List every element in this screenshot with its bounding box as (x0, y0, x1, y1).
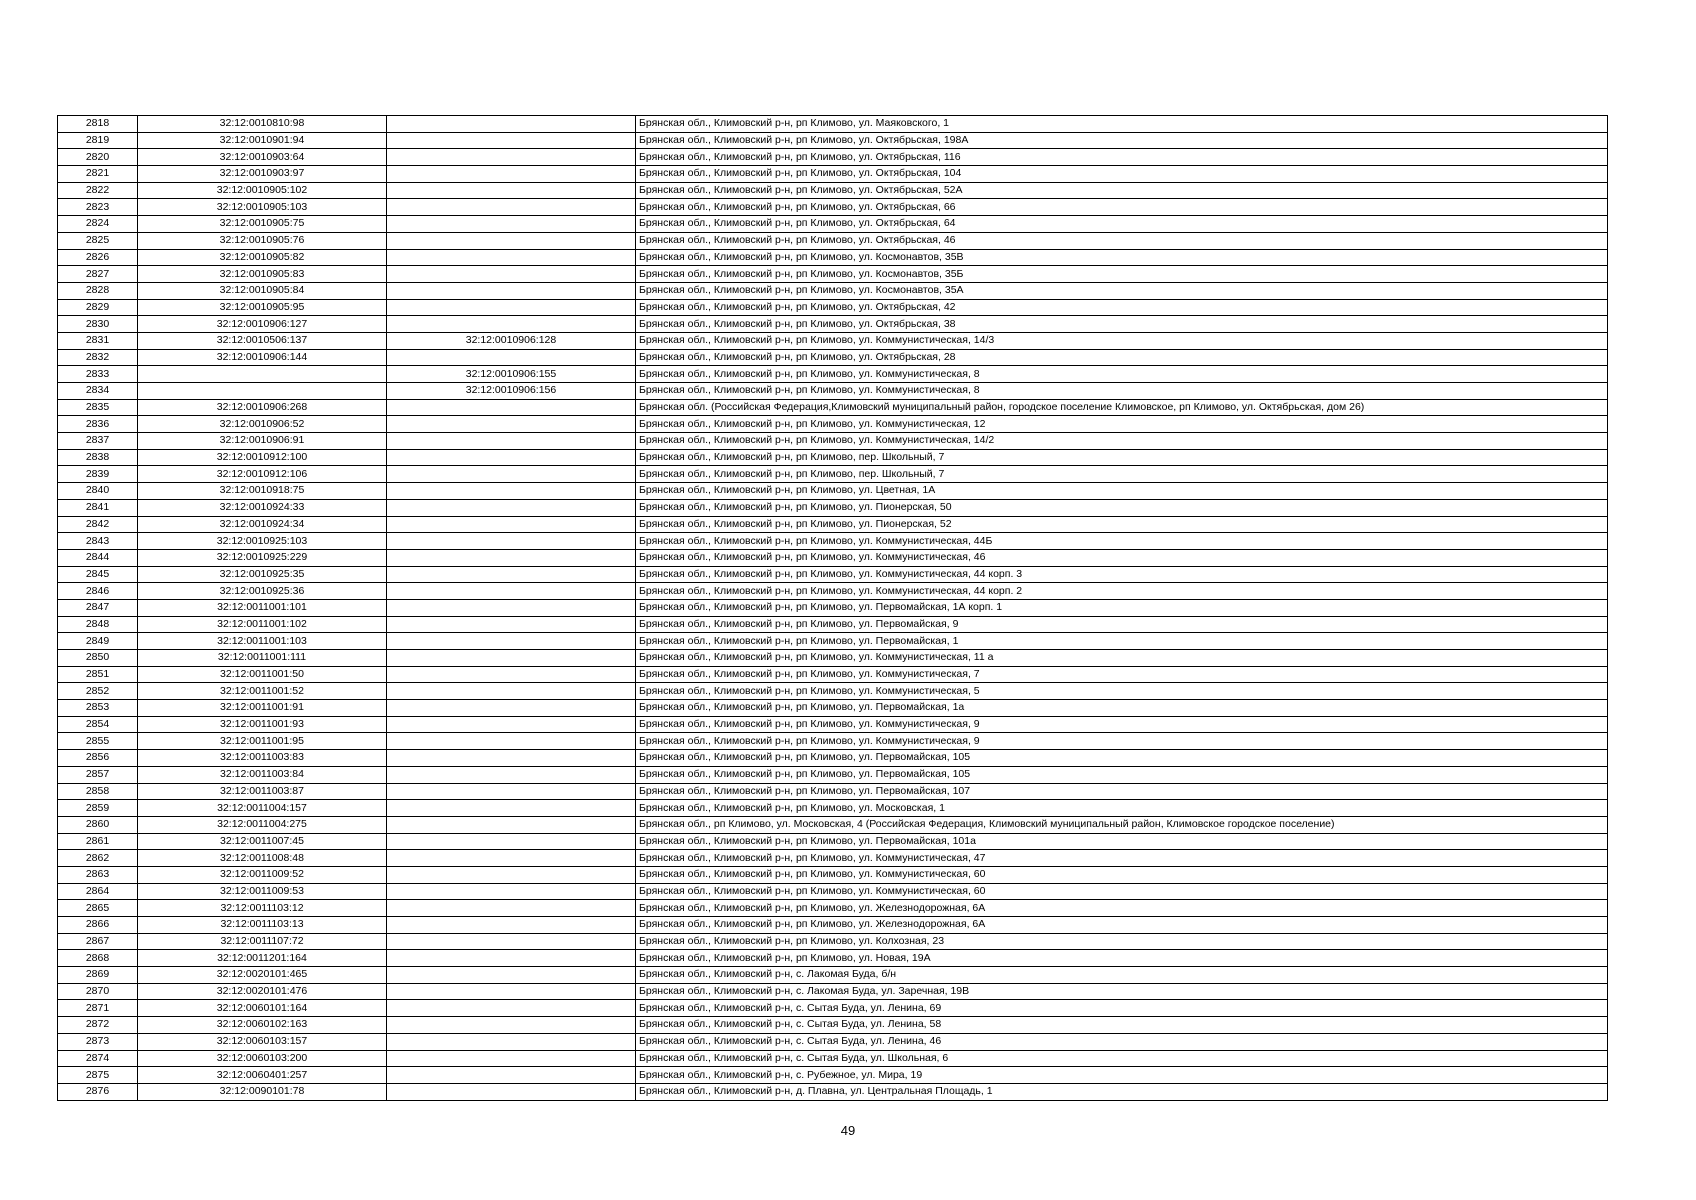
page-number: 49 (840, 1123, 856, 1138)
related-cadastral-number-cell (387, 466, 636, 483)
row-number-cell: 2850 (58, 650, 138, 667)
row-number-cell: 2843 (58, 533, 138, 550)
related-cadastral-number-cell (387, 683, 636, 700)
table-row (58, 116, 1608, 133)
cadastral-number-cell: 32:12:0060101:164 (138, 1000, 387, 1017)
cadastral-number-cell: 32:12:0010906:268 (138, 399, 387, 416)
row-number-cell: 2840 (58, 483, 138, 500)
table-row (58, 332, 1608, 349)
row-number-cell: 2819 (58, 132, 138, 149)
related-cadastral-number-cell: 32:12:0010906:128 (387, 332, 636, 349)
cadastral-number-cell: 32:12:0010903:64 (138, 149, 387, 166)
row-number-cell: 2833 (58, 366, 138, 383)
related-cadastral-number-cell (387, 1033, 636, 1050)
related-cadastral-number-cell (387, 983, 636, 1000)
related-cadastral-number-cell (387, 967, 636, 984)
address-cell: Брянская обл., Климовский р-н, рп Климово, ул. Первомайская, 101а (636, 833, 1608, 850)
row-number-cell: 2838 (58, 449, 138, 466)
cadastral-number-cell: 32:12:0060103:157 (138, 1033, 387, 1050)
row-number-cell: 2875 (58, 1067, 138, 1084)
related-cadastral-number-cell (387, 666, 636, 683)
address-cell: Брянская обл., Климовский р-н, рп Климово, ул. Московская, 1 (636, 800, 1608, 817)
row-number-cell: 2846 (58, 583, 138, 600)
table-row (58, 967, 1608, 984)
related-cadastral-number-cell (387, 1000, 636, 1017)
cadastral-number-cell: 32:12:0011001:102 (138, 616, 387, 633)
address-cell: Брянская обл., Климовский р-н, с. Сытая Буда, ул. Школьная, 6 (636, 1050, 1608, 1067)
address-cell: Брянская обл., Климовский р-н, рп Климово, ул. Коммунистическая, 7 (636, 666, 1608, 683)
row-number-cell: 2826 (58, 249, 138, 266)
table-row (58, 866, 1608, 883)
table-row (58, 833, 1608, 850)
row-number-cell: 2835 (58, 399, 138, 416)
address-cell: Брянская обл., Климовский р-н, рп Климово, ул. Коммунистическая, 46 (636, 549, 1608, 566)
address-cell: Брянская обл., Климовский р-н, рп Климово, ул. Октябрьская, 198А (636, 132, 1608, 149)
row-number-cell: 2845 (58, 566, 138, 583)
address-cell: Брянская обл., Климовский р-н, рп Климово, ул. Первомайская, 9 (636, 616, 1608, 633)
address-cell: Брянская обл., Климовский р-н, рп Климово, ул. Коммунистическая, 8 (636, 366, 1608, 383)
address-cell: Брянская обл., Климовский р-н, рп Климово, ул. Космонавтов, 35В (636, 249, 1608, 266)
related-cadastral-number-cell (387, 199, 636, 216)
related-cadastral-number-cell (387, 316, 636, 333)
table-row (58, 1083, 1608, 1100)
cadastral-number-cell: 32:12:0011001:103 (138, 633, 387, 650)
row-number-cell: 2829 (58, 299, 138, 316)
row-number-cell: 2870 (58, 983, 138, 1000)
cadastral-number-cell: 32:12:0010918:75 (138, 483, 387, 500)
cadastral-number-cell: 32:12:0020101:476 (138, 983, 387, 1000)
related-cadastral-number-cell (387, 700, 636, 717)
address-cell: Брянская обл., Климовский р-н, рп Климово, ул. Цветная, 1А (636, 483, 1608, 500)
row-number-cell: 2842 (58, 516, 138, 533)
table-row (58, 316, 1608, 333)
table-row (58, 783, 1608, 800)
related-cadastral-number-cell (387, 216, 636, 233)
related-cadastral-number-cell (387, 349, 636, 366)
cadastral-number-cell: 32:12:0011004:275 (138, 816, 387, 833)
table-row (58, 850, 1608, 867)
address-cell: Брянская обл., Климовский р-н, рп Климово, ул. Коммунистическая, 5 (636, 683, 1608, 700)
table-row (58, 182, 1608, 199)
table-row (58, 399, 1608, 416)
row-number-cell: 2832 (58, 349, 138, 366)
table-row (58, 616, 1608, 633)
related-cadastral-number-cell (387, 549, 636, 566)
table-row (58, 166, 1608, 183)
address-cell: Брянская обл., Климовский р-н, рп Климово, ул. Космонавтов, 35А (636, 282, 1608, 299)
related-cadastral-number-cell (387, 282, 636, 299)
related-cadastral-number-cell (387, 1067, 636, 1084)
related-cadastral-number-cell (387, 533, 636, 550)
cadastral-number-cell: 32:12:0011007:45 (138, 833, 387, 850)
table-row (58, 1033, 1608, 1050)
table-row (58, 566, 1608, 583)
row-number-cell: 2836 (58, 416, 138, 433)
address-cell: Брянская обл., Климовский р-н, рп Климово, ул. Коммунистическая, 12 (636, 416, 1608, 433)
row-number-cell: 2827 (58, 266, 138, 283)
row-number-cell: 2871 (58, 1000, 138, 1017)
table-row (58, 149, 1608, 166)
row-number-cell: 2823 (58, 199, 138, 216)
address-cell: Брянская обл., Климовский р-н, рп Климово, ул. Октябрьская, 46 (636, 232, 1608, 249)
address-cell: Брянская обл., Климовский р-н, с. Сытая Буда, ул. Ленина, 58 (636, 1017, 1608, 1034)
address-cell: Брянская обл., Климовский р-н, рп Климово, ул. Коммунистическая, 11 а (636, 650, 1608, 667)
cadastral-number-cell: 32:12:0010906:52 (138, 416, 387, 433)
row-number-cell: 2851 (58, 666, 138, 683)
table-row (58, 683, 1608, 700)
cadastral-number-cell: 32:12:0011001:50 (138, 666, 387, 683)
address-cell: Брянская обл., Климовский р-н, рп Климово, ул. Октябрьская, 64 (636, 216, 1608, 233)
cadastral-number-cell: 32:12:0011009:52 (138, 866, 387, 883)
cadastral-number-cell: 32:12:0010906:91 (138, 433, 387, 450)
row-number-cell: 2876 (58, 1083, 138, 1100)
row-number-cell: 2824 (58, 216, 138, 233)
address-cell: Брянская обл., Климовский р-н, рп Климово, ул. Коммунистическая, 60 (636, 883, 1608, 900)
table-row (58, 216, 1608, 233)
table-row (58, 983, 1608, 1000)
row-number-cell: 2865 (58, 900, 138, 917)
address-cell: Брянская обл., Климовский р-н, рп Климово, ул. Первомайская, 107 (636, 783, 1608, 800)
address-cell: Брянская обл., Климовский р-н, рп Климово, ул. Коммунистическая, 44 корп. 3 (636, 566, 1608, 583)
related-cadastral-number-cell (387, 116, 636, 133)
address-cell: Брянская обл., Климовский р-н, рп Климово, ул. Первомайская, 1А корп. 1 (636, 599, 1608, 616)
address-cell: Брянская обл., Климовский р-н, рп Климово, ул. Коммунистическая, 14/3 (636, 332, 1608, 349)
related-cadastral-number-cell (387, 766, 636, 783)
related-cadastral-number-cell (387, 800, 636, 817)
row-number-cell: 2837 (58, 433, 138, 450)
cadastral-number-cell: 32:12:0010925:36 (138, 583, 387, 600)
cadastral-number-cell: 32:12:0011003:83 (138, 750, 387, 767)
related-cadastral-number-cell (387, 166, 636, 183)
table-row (58, 366, 1608, 383)
related-cadastral-number-cell (387, 399, 636, 416)
cadastral-number-cell: 32:12:0011004:157 (138, 800, 387, 817)
related-cadastral-number-cell (387, 149, 636, 166)
row-number-cell: 2841 (58, 499, 138, 516)
address-cell: Брянская обл., Климовский р-н, рп Климово, ул. Октябрьская, 116 (636, 149, 1608, 166)
related-cadastral-number-cell (387, 783, 636, 800)
table-row (58, 249, 1608, 266)
address-cell: Брянская обл., Климовский р-н, рп Климово, пер. Школьный, 7 (636, 449, 1608, 466)
address-cell: Брянская обл., Климовский р-н, рп Климово, ул. Коммунистическая, 44Б (636, 533, 1608, 550)
cadastral-number-cell: 32:12:0020101:465 (138, 967, 387, 984)
table-row (58, 232, 1608, 249)
cadastral-number-cell: 32:12:0011003:84 (138, 766, 387, 783)
address-cell: Брянская обл., Климовский р-н, рп Климово, ул. Железнодорожная, 6А (636, 917, 1608, 934)
document-sheet (57, 115, 1607, 1101)
row-number-cell: 2869 (58, 967, 138, 984)
cadastral-number-cell: 32:12:0010905:75 (138, 216, 387, 233)
row-number-cell: 2861 (58, 833, 138, 850)
table-row (58, 1000, 1608, 1017)
cadastral-number-cell: 32:12:0010925:103 (138, 533, 387, 550)
cadastral-number-cell: 32:12:0010905:103 (138, 199, 387, 216)
table-row (58, 666, 1608, 683)
address-cell: Брянская обл., Климовский р-н, рп Климово, ул. Первомайская, 105 (636, 766, 1608, 783)
table-row (58, 416, 1608, 433)
cadastral-number-cell: 32:12:0010901:94 (138, 132, 387, 149)
row-number-cell: 2839 (58, 466, 138, 483)
row-number-cell: 2857 (58, 766, 138, 783)
cadastral-number-cell: 32:12:0011201:164 (138, 950, 387, 967)
address-cell: Брянская обл., Климовский р-н, рп Климово, ул. Октябрьская, 104 (636, 166, 1608, 183)
row-number-cell: 2863 (58, 866, 138, 883)
address-cell: Брянская обл., Климовский р-н, рп Климово, ул. Первомайская, 1а (636, 700, 1608, 717)
table-row (58, 766, 1608, 783)
table-row (58, 466, 1608, 483)
row-number-cell: 2821 (58, 166, 138, 183)
row-number-cell: 2854 (58, 716, 138, 733)
related-cadastral-number-cell (387, 266, 636, 283)
table-row (58, 516, 1608, 533)
row-number-cell: 2874 (58, 1050, 138, 1067)
address-cell: Брянская обл., Климовский р-н, с. Сытая Буда, ул. Ленина, 69 (636, 1000, 1608, 1017)
row-number-cell: 2852 (58, 683, 138, 700)
cadastral-number-cell: 32:12:0010925:229 (138, 549, 387, 566)
cadastral-number-cell: 32:12:0011001:93 (138, 716, 387, 733)
table-row (58, 533, 1608, 550)
cadastral-number-cell: 32:12:0010912:106 (138, 466, 387, 483)
related-cadastral-number-cell (387, 650, 636, 667)
related-cadastral-number-cell (387, 583, 636, 600)
related-cadastral-number-cell (387, 633, 636, 650)
address-cell: Брянская обл. (Российская Федерация,Климовский муниципальный район, городское поселение Климовское, рп Климово, ул. Октябрьская, дом 26) (636, 399, 1608, 416)
related-cadastral-number-cell (387, 132, 636, 149)
address-cell: Брянская обл., Климовский р-н, рп Климово, ул. Коммунистическая, 8 (636, 383, 1608, 400)
address-cell: Брянская обл., Климовский р-н, рп Климово, ул. Пионерская, 52 (636, 516, 1608, 533)
table-row (58, 917, 1608, 934)
address-cell: Брянская обл., Климовский р-н, рп Климово, ул. Первомайская, 105 (636, 750, 1608, 767)
related-cadastral-number-cell (387, 599, 636, 616)
related-cadastral-number-cell (387, 433, 636, 450)
row-number-cell: 2831 (58, 332, 138, 349)
table-row (58, 700, 1608, 717)
table-row (58, 266, 1608, 283)
table-row (58, 199, 1608, 216)
table-row (58, 816, 1608, 833)
cadastral-number-cell: 32:12:0011001:101 (138, 599, 387, 616)
cadastral-number-cell: 32:12:0010506:137 (138, 332, 387, 349)
row-number-cell: 2868 (58, 950, 138, 967)
related-cadastral-number-cell (387, 416, 636, 433)
table-row (58, 349, 1608, 366)
table-row (58, 449, 1608, 466)
cadastral-number-cell: 32:12:0060102:163 (138, 1017, 387, 1034)
address-cell: Брянская обл., Климовский р-н, рп Климово, ул. Коммунистическая, 60 (636, 866, 1608, 883)
table-row (58, 583, 1608, 600)
row-number-cell: 2853 (58, 700, 138, 717)
cadastral-number-cell: 32:12:0010905:84 (138, 282, 387, 299)
row-number-cell: 2825 (58, 232, 138, 249)
address-cell: Брянская обл., Климовский р-н, с. Рубежное, ул. Мира, 19 (636, 1067, 1608, 1084)
table-row (58, 549, 1608, 566)
address-cell: Брянская обл., рп Климово, ул. Московская, 4 (Российская Федерация, Климовский муниципальный район, Климовское городское поселение) (636, 816, 1608, 833)
address-cell: Брянская обл., Климовский р-н, рп Климово, ул. Новая, 19А (636, 950, 1608, 967)
related-cadastral-number-cell (387, 883, 636, 900)
table-row (58, 633, 1608, 650)
related-cadastral-number-cell (387, 917, 636, 934)
related-cadastral-number-cell (387, 950, 636, 967)
cadastral-number-cell: 32:12:0090101:78 (138, 1083, 387, 1100)
related-cadastral-number-cell (387, 733, 636, 750)
related-cadastral-number-cell (387, 833, 636, 850)
related-cadastral-number-cell (387, 516, 636, 533)
related-cadastral-number-cell (387, 1083, 636, 1100)
cadastral-number-cell: 32:12:0010925:35 (138, 566, 387, 583)
table-row (58, 950, 1608, 967)
address-cell: Брянская обл., Климовский р-н, с. Лакомая Буда, б/н (636, 967, 1608, 984)
address-cell: Брянская обл., Климовский р-н, рп Климово, ул. Коммунистическая, 14/2 (636, 433, 1608, 450)
related-cadastral-number-cell (387, 716, 636, 733)
related-cadastral-number-cell (387, 499, 636, 516)
cadastral-number-cell: 32:12:0011107:72 (138, 933, 387, 950)
address-cell: Брянская обл., Климовский р-н, рп Климово, ул. Октябрьская, 52А (636, 182, 1608, 199)
row-number-cell: 2855 (58, 733, 138, 750)
row-number-cell: 2860 (58, 816, 138, 833)
address-cell: Брянская обл., Климовский р-н, рп Климово, ул. Коммунистическая, 9 (636, 716, 1608, 733)
table-row (58, 883, 1608, 900)
related-cadastral-number-cell (387, 1050, 636, 1067)
related-cadastral-number-cell (387, 616, 636, 633)
table-row (58, 499, 1608, 516)
related-cadastral-number-cell (387, 483, 636, 500)
related-cadastral-number-cell (387, 299, 636, 316)
row-number-cell: 2849 (58, 633, 138, 650)
cadastral-number-cell: 32:12:0010906:144 (138, 349, 387, 366)
cadastral-number-cell: 32:12:0010810:98 (138, 116, 387, 133)
address-cell: Брянская обл., Климовский р-н, с. Лакомая Буда, ул. Заречная, 19В (636, 983, 1608, 1000)
row-number-cell: 2834 (58, 383, 138, 400)
cadastral-number-cell: 32:12:0010905:82 (138, 249, 387, 266)
cadastral-number-cell: 32:12:0011103:12 (138, 900, 387, 917)
row-number-cell: 2856 (58, 750, 138, 767)
table-row (58, 750, 1608, 767)
related-cadastral-number-cell: 32:12:0010906:155 (387, 366, 636, 383)
cadastral-number-cell: 32:12:0011001:111 (138, 650, 387, 667)
cadastral-number-cell: 32:12:0011001:52 (138, 683, 387, 700)
address-cell: Брянская обл., Климовский р-н, рп Климово, ул. Первомайская, 1 (636, 633, 1608, 650)
address-cell: Брянская обл., Климовский р-н, с. Сытая Буда, ул. Ленина, 46 (636, 1033, 1608, 1050)
table-row (58, 716, 1608, 733)
cadastral-number-cell: 32:12:0010905:102 (138, 182, 387, 199)
address-cell: Брянская обл., Климовский р-н, рп Климово, ул. Колхозная, 23 (636, 933, 1608, 950)
address-cell: Брянская обл., Климовский р-н, рп Климово, ул. Коммунистическая, 47 (636, 850, 1608, 867)
address-cell: Брянская обл., Климовский р-н, рп Климово, ул. Октябрьская, 28 (636, 349, 1608, 366)
related-cadastral-number-cell (387, 249, 636, 266)
row-number-cell: 2873 (58, 1033, 138, 1050)
related-cadastral-number-cell (387, 900, 636, 917)
related-cadastral-number-cell: 32:12:0010906:156 (387, 383, 636, 400)
related-cadastral-number-cell (387, 182, 636, 199)
registry-table-body (58, 116, 1608, 1101)
table-row (58, 1017, 1608, 1034)
row-number-cell: 2830 (58, 316, 138, 333)
address-cell: Брянская обл., Климовский р-н, рп Климово, ул. Коммунистическая, 9 (636, 733, 1608, 750)
address-cell: Брянская обл., Климовский р-н, рп Климово, ул. Октябрьская, 38 (636, 316, 1608, 333)
address-cell: Брянская обл., Климовский р-н, рп Климово, ул. Коммунистическая, 44 корп. 2 (636, 583, 1608, 600)
cadastral-number-cell (138, 366, 387, 383)
table-row (58, 900, 1608, 917)
cadastral-number-cell: 32:12:0060401:257 (138, 1067, 387, 1084)
cadastral-number-cell: 32:12:0011009:53 (138, 883, 387, 900)
row-number-cell: 2859 (58, 800, 138, 817)
table-row (58, 433, 1608, 450)
address-cell: Брянская обл., Климовский р-н, д. Плавна, ул. Центральная Площадь, 1 (636, 1083, 1608, 1100)
cadastral-number-cell: 32:12:0010924:34 (138, 516, 387, 533)
table-row (58, 1050, 1608, 1067)
cadastral-number-cell: 32:12:0011001:95 (138, 733, 387, 750)
cadastral-number-cell: 32:12:0011003:87 (138, 783, 387, 800)
cadastral-number-cell: 32:12:0010912:100 (138, 449, 387, 466)
row-number-cell: 2867 (58, 933, 138, 950)
related-cadastral-number-cell (387, 449, 636, 466)
row-number-cell: 2866 (58, 917, 138, 934)
cadastral-number-cell: 32:12:0011008:48 (138, 850, 387, 867)
address-cell: Брянская обл., Климовский р-н, рп Климово, ул. Пионерская, 50 (636, 499, 1608, 516)
table-row (58, 132, 1608, 149)
related-cadastral-number-cell (387, 566, 636, 583)
cadastral-number-cell: 32:12:0010905:95 (138, 299, 387, 316)
cadastral-number-cell: 32:12:0010905:76 (138, 232, 387, 249)
cadastral-number-cell (138, 383, 387, 400)
address-cell: Брянская обл., Климовский р-н, рп Климово, ул. Октябрьская, 66 (636, 199, 1608, 216)
row-number-cell: 2844 (58, 549, 138, 566)
row-number-cell: 2847 (58, 599, 138, 616)
related-cadastral-number-cell (387, 816, 636, 833)
table-row (58, 933, 1608, 950)
row-number-cell: 2858 (58, 783, 138, 800)
related-cadastral-number-cell (387, 1017, 636, 1034)
row-number-cell: 2822 (58, 182, 138, 199)
row-number-cell: 2820 (58, 149, 138, 166)
row-number-cell: 2818 (58, 116, 138, 133)
table-row (58, 383, 1608, 400)
table-row (58, 483, 1608, 500)
row-number-cell: 2848 (58, 616, 138, 633)
row-number-cell: 2872 (58, 1017, 138, 1034)
table-row (58, 650, 1608, 667)
table-row (58, 1067, 1608, 1084)
related-cadastral-number-cell (387, 933, 636, 950)
cadastral-number-cell: 32:12:0010903:97 (138, 166, 387, 183)
address-cell: Брянская обл., Климовский р-н, рп Климово, ул. Железнодорожная, 6А (636, 900, 1608, 917)
cadastral-number-cell: 32:12:0060103:200 (138, 1050, 387, 1067)
cadastral-number-cell: 32:12:0010906:127 (138, 316, 387, 333)
row-number-cell: 2828 (58, 282, 138, 299)
row-number-cell: 2864 (58, 883, 138, 900)
address-cell: Брянская обл., Климовский р-н, рп Климово, пер. Школьный, 7 (636, 466, 1608, 483)
table-row (58, 733, 1608, 750)
address-cell: Брянская обл., Климовский р-н, рп Климово, ул. Октябрьская, 42 (636, 299, 1608, 316)
row-number-cell: 2862 (58, 850, 138, 867)
cadastral-number-cell: 32:12:0011103:13 (138, 917, 387, 934)
cadastral-number-cell: 32:12:0011001:91 (138, 700, 387, 717)
address-cell: Брянская обл., Климовский р-н, рп Климово, ул. Маяковского, 1 (636, 116, 1608, 133)
table-row (58, 299, 1608, 316)
property-registry-table (57, 115, 1608, 1101)
related-cadastral-number-cell (387, 750, 636, 767)
address-cell: Брянская обл., Климовский р-н, рп Климово, ул. Космонавтов, 35Б (636, 266, 1608, 283)
table-row (58, 800, 1608, 817)
related-cadastral-number-cell (387, 232, 636, 249)
related-cadastral-number-cell (387, 866, 636, 883)
table-row (58, 599, 1608, 616)
related-cadastral-number-cell (387, 850, 636, 867)
cadastral-number-cell: 32:12:0010924:33 (138, 499, 387, 516)
cadastral-number-cell: 32:12:0010905:83 (138, 266, 387, 283)
table-row (58, 282, 1608, 299)
